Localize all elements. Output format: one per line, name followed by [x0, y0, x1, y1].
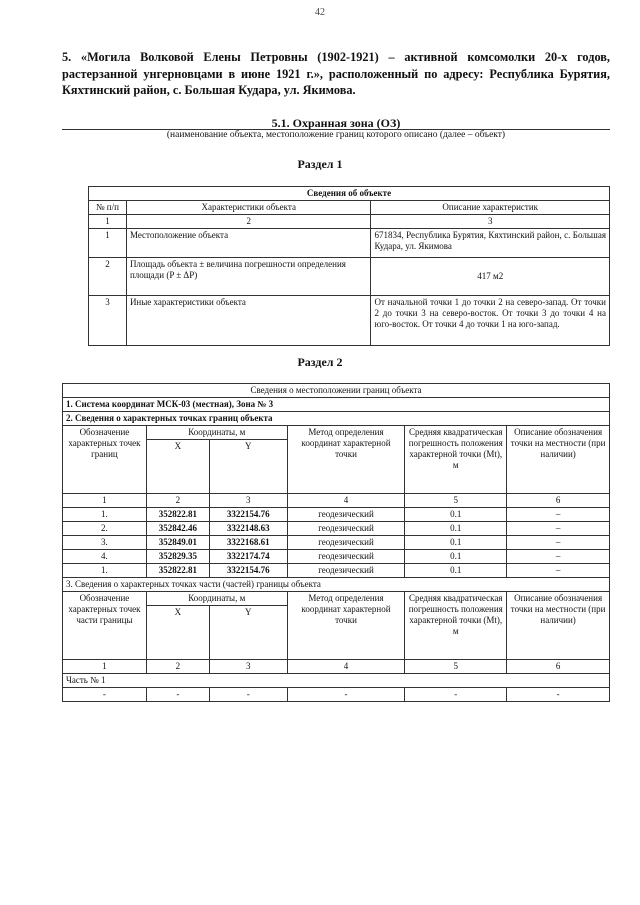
point-error: 0.1 [405, 550, 507, 564]
header-designation: Обозначение характерных точек границ [63, 426, 147, 494]
col-number: 6 [507, 494, 610, 508]
parts-header-method: Метод определения координат характерной точки [287, 592, 405, 660]
col-number: 2 [146, 660, 209, 674]
point-method: геодезический [287, 550, 405, 564]
point-error: 0.1 [405, 564, 507, 578]
row-name: Иные характеристики объекта [126, 296, 371, 346]
point-y: 3322154.76 [209, 564, 287, 578]
subsection-title: 5.1. Охранная зона (ОЗ) [271, 116, 401, 130]
point-method: геодезический [287, 508, 405, 522]
col-number: 5 [405, 660, 507, 674]
part-cell: - [287, 688, 405, 702]
col-number: 4 [287, 494, 405, 508]
point-id: 4. [63, 550, 147, 564]
col-number: 1 [89, 215, 127, 229]
point-y: 3322168.61 [209, 536, 287, 550]
point-id: 3. [63, 536, 147, 550]
parts-title: 3. Сведения о характерных точках части (частей) границы объекта [63, 578, 610, 592]
row-num: 1 [89, 229, 127, 258]
point-x: 352822.81 [146, 508, 209, 522]
point-y: 3322154.76 [209, 508, 287, 522]
col-number: 4 [287, 660, 405, 674]
header-error: Средняя квадратическая погрешность положения характерной точки (Mt), м [405, 426, 507, 494]
subsection-caption: (наименование объекта, местоположение границ которого описано (далее – объект) [166, 130, 506, 140]
header-description: Описание характеристик [371, 201, 610, 215]
col-number: 3 [209, 494, 287, 508]
header-y: Y [209, 440, 287, 494]
points-title: 2. Сведения о характерных точках границ объекта [63, 412, 610, 426]
row-desc: 417 м2 [371, 258, 610, 296]
parts-header-description: Описание обозначения точки на местности (при наличии) [507, 592, 610, 660]
coordinate-system: 1. Система координат МСК-03 (местная), Зона № 3 [63, 398, 610, 412]
header-x: X [146, 440, 209, 494]
col-number: 5 [405, 494, 507, 508]
point-desc: – [507, 536, 610, 550]
object-info-table [88, 186, 610, 346]
point-method: геодезический [287, 536, 405, 550]
part-cell: - [507, 688, 610, 702]
point-x: 352822.81 [146, 564, 209, 578]
table-title: Сведения об объекте [89, 187, 610, 201]
point-id: 1. [63, 564, 147, 578]
row-name: Площадь объекта ± величина погрешности определения площади (P ± ΔP) [126, 258, 371, 296]
point-error: 0.1 [405, 508, 507, 522]
row-desc: 671834, Республика Бурятия, Кяхтинский район, с. Большая Кудара, ул. Якимова [371, 229, 610, 258]
boundary-table [62, 383, 610, 702]
row-desc: От начальной точки 1 до точки 2 на северо-запад. От точки 2 до точки 3 на северо-восток. От точки 3 до точки 4 на юго-восток. От точки 4 до точки 1 на юго-запад. [371, 296, 610, 346]
point-x: 352849.01 [146, 536, 209, 550]
parts-header-designation: Обозначение характерных точек части границы [63, 592, 147, 660]
point-y: 3322148.63 [209, 522, 287, 536]
point-y: 3322174.74 [209, 550, 287, 564]
part-label: Часть № 1 [63, 674, 610, 688]
col-number: 3 [209, 660, 287, 674]
parts-header-x: X [146, 606, 209, 660]
section2-title: Раздел 2 [297, 355, 343, 369]
col-number: 1 [63, 494, 147, 508]
header-description: Описание обозначения точки на местности (при наличии) [507, 426, 610, 494]
table-title: Сведения о местоположении границ объекта [63, 384, 610, 398]
point-desc: – [507, 564, 610, 578]
part-cell: - [146, 688, 209, 702]
part-cell: - [209, 688, 287, 702]
table-row [63, 688, 610, 702]
col-number: 1 [63, 660, 147, 674]
col-number: 2 [146, 494, 209, 508]
header-method: Метод определения координат характерной точки [287, 426, 405, 494]
header-characteristic: Характеристики объекта [126, 201, 371, 215]
header-num: № п/п [89, 201, 127, 215]
table-row [63, 536, 610, 550]
point-id: 2. [63, 522, 147, 536]
point-error: 0.1 [405, 536, 507, 550]
header-coords: Координаты, м [146, 426, 287, 440]
point-x: 352829.35 [146, 550, 209, 564]
page-number: 42 [315, 7, 325, 18]
parts-header-coords: Координаты, м [146, 592, 287, 606]
part-cell: - [405, 688, 507, 702]
point-method: геодезический [287, 564, 405, 578]
row-num: 3 [89, 296, 127, 346]
object-heading: 5. «Могила Волковой Елены Петровны (1902-1921) – активной комсомолки 20-х годов, растерзанной унгерновцами в июне 1921 г.», расположенный по адресу: Республика Бурятия, Кяхтинский район, с. Большая Кудара, ул. Якимова. [62, 50, 610, 97]
col-number: 3 [371, 215, 610, 229]
point-desc: – [507, 550, 610, 564]
table-row [63, 564, 610, 578]
point-method: геодезический [287, 522, 405, 536]
point-desc: – [507, 508, 610, 522]
point-desc: – [507, 522, 610, 536]
col-number: 2 [126, 215, 371, 229]
point-x: 352842.46 [146, 522, 209, 536]
col-number: 6 [507, 660, 610, 674]
point-error: 0.1 [405, 522, 507, 536]
table-row [63, 550, 610, 564]
parts-header-error: Средняя квадратическая погрешность положения характерной точки (Mt), м [405, 592, 507, 660]
section1-title: Раздел 1 [297, 157, 343, 171]
table-row [63, 508, 610, 522]
part-cell: - [63, 688, 147, 702]
point-id: 1. [63, 508, 147, 522]
table-row [63, 522, 610, 536]
parts-header-y: Y [209, 606, 287, 660]
row-name: Местоположение объекта [126, 229, 371, 258]
row-num: 2 [89, 258, 127, 296]
